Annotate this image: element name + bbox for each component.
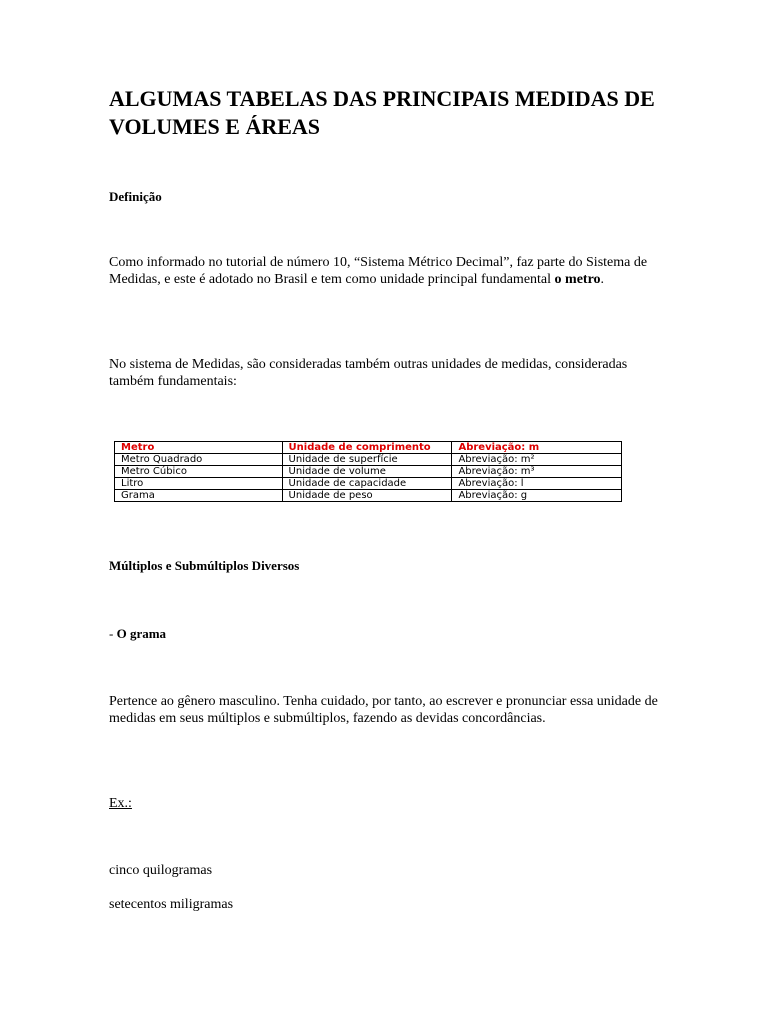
multiples-heading: Múltiplos e Submúltiplos Diversos xyxy=(109,558,300,573)
grama-heading-text: O grama xyxy=(116,626,167,641)
intro-paragraph-bold: o metro xyxy=(554,272,601,287)
units-table xyxy=(114,441,622,502)
table-cell: Unidade de peso xyxy=(282,490,452,502)
table-cell: Metro Cúbico xyxy=(115,466,283,478)
table-cell: Abreviação: g xyxy=(452,490,622,502)
table-row xyxy=(115,466,622,478)
table-cell: Unidade de superfície xyxy=(282,454,452,466)
example-label: Ex.: xyxy=(109,796,132,811)
table-cell: Grama xyxy=(115,490,283,502)
table-row xyxy=(115,478,622,490)
table-cell: Abreviação: m³ xyxy=(452,466,622,478)
intro-paragraph xyxy=(109,254,669,288)
example-item-2: setecentos miligramas xyxy=(109,897,234,912)
table-header-cell: Unidade de comprimento xyxy=(282,442,452,454)
table-header-cell: Metro xyxy=(115,442,283,454)
intro-paragraph-text: Como informado no tutorial de número 10, “Sistema Métrico Decimal”, faz parte do Sistema de Medidas, e este é adotado no Brasil e tem como unidade principal fundamental xyxy=(109,255,648,287)
example-item-1: cinco quilogramas xyxy=(109,863,213,878)
table-header-row xyxy=(115,442,622,454)
intro-paragraph-end: . xyxy=(600,272,605,287)
table-cell: Unidade de capacidade xyxy=(282,478,452,490)
table-row xyxy=(115,490,622,502)
table-cell: Abreviação: m² xyxy=(452,454,622,466)
table-cell: Unidade de volume xyxy=(282,466,452,478)
table-cell: Litro xyxy=(115,478,283,490)
definition-heading: Definição xyxy=(109,189,162,204)
grama-heading-prefix: - xyxy=(109,626,117,641)
grama-heading xyxy=(109,626,166,642)
table-cell: Metro Quadrado xyxy=(115,454,283,466)
table-row xyxy=(115,454,622,466)
table-header-cell: Abreviação: m xyxy=(452,442,622,454)
page-title: ALGUMAS TABELAS DAS PRINCIPAIS MEDIDAS DE VOLUMES E ÁREAS xyxy=(109,86,655,139)
table-cell: Abreviação: l xyxy=(452,478,622,490)
gender-paragraph: Pertence ao gênero masculino. Tenha cuidado, por tanto, ao escrever e pronunciar essa unidade de medidas em seus múltiplos e submúltiplos, fazendo as devidas concordâncias. xyxy=(109,694,658,726)
fundamental-units-paragraph: No sistema de Medidas, são consideradas também outras unidades de medidas, consideradas também fundamentais: xyxy=(109,357,628,389)
